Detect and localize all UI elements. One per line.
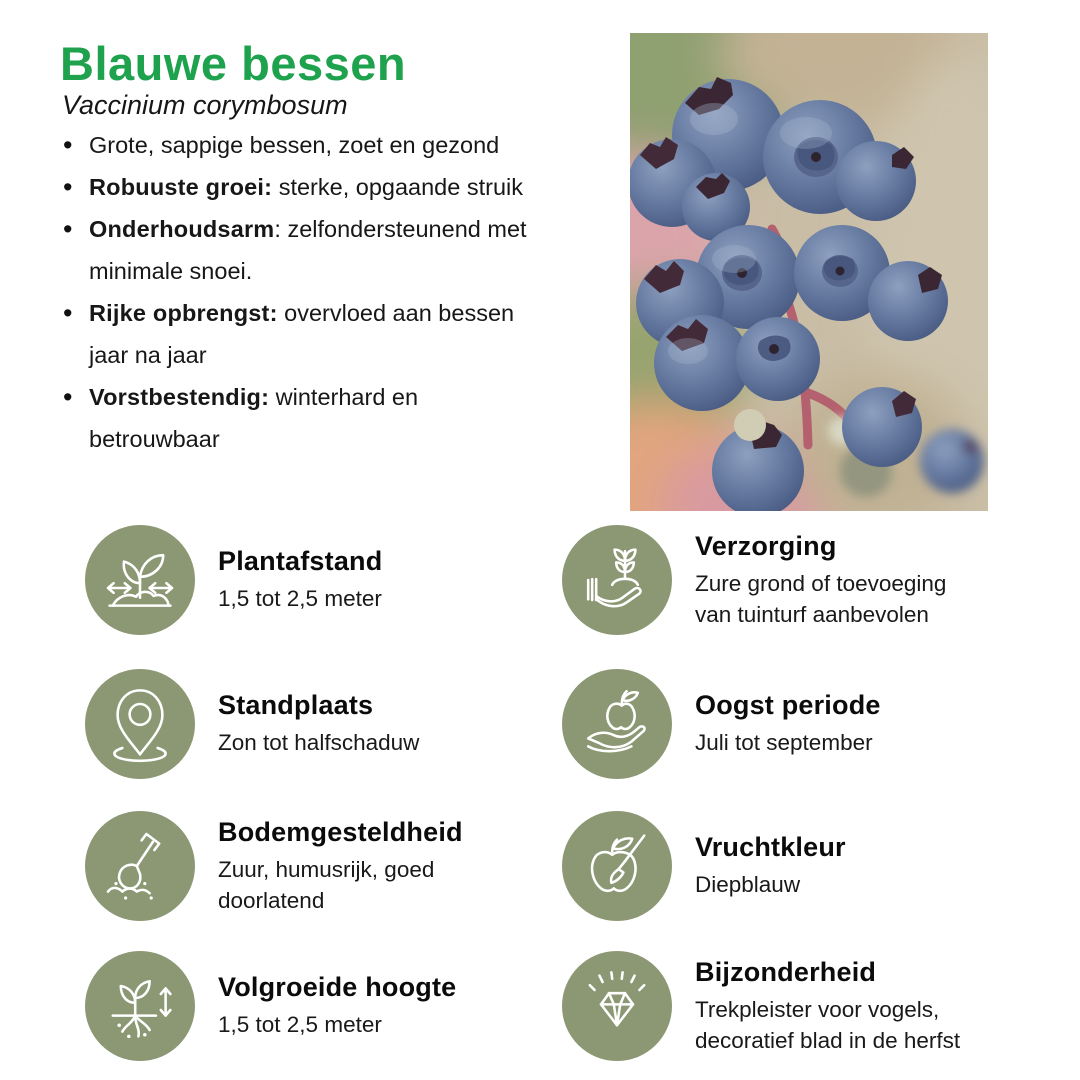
feature-title: Bodemgesteldheid	[218, 816, 463, 847]
icon-circle	[562, 951, 672, 1061]
feature-desc: Juli tot september	[695, 730, 873, 755]
blueberries-photo	[630, 33, 988, 511]
apple-paintbrush-icon	[577, 826, 657, 906]
benefits-list	[62, 124, 530, 460]
list-item: • Robuuste groei: sterke, opgaande struik	[62, 166, 530, 208]
shovel-icon	[100, 826, 180, 906]
feature-desc: 1,5 tot 2,5 meter	[218, 1012, 382, 1037]
icon-circle	[85, 951, 195, 1061]
icon-circle	[85, 525, 195, 635]
feature-desc: Trekpleister voor vogels, decoratief blad in de herfst	[695, 996, 961, 1053]
feature-bodemgesteldheid	[85, 811, 480, 921]
feature-volgroeide-hoogte	[85, 951, 480, 1061]
list-item: • Grote, sappige bessen, zoet en gezond	[62, 124, 530, 166]
hand-apple-icon	[577, 684, 657, 764]
page-title: Blauwe bessen	[60, 37, 407, 90]
feature-title: Vruchtkleur	[695, 832, 846, 862]
plant-spacing-icon	[100, 540, 180, 620]
location-pin-icon	[100, 684, 180, 764]
feature-bijzonderheid	[562, 951, 987, 1061]
list-item: • Rijke opbrengst: overvloed aan bessen jaar na jaar	[62, 292, 530, 376]
icon-circle	[85, 669, 195, 779]
feature-desc: Zuur, humusrijk, goed doorlatend	[218, 856, 435, 913]
feature-verzorging	[562, 525, 987, 635]
feature-title: Verzorging	[695, 530, 837, 561]
feature-standplaats	[85, 669, 480, 779]
feature-title: Oogst periode	[695, 690, 881, 720]
feature-desc: Zure grond of toevoeging van tuinturf aanbevolen	[695, 570, 947, 627]
icon-circle	[562, 811, 672, 921]
icon-circle	[562, 669, 672, 779]
feature-desc: Diepblauw	[695, 872, 801, 897]
feature-oogst-periode	[562, 669, 987, 779]
feature-title: Plantafstand	[218, 546, 383, 576]
feature-title: Standplaats	[218, 690, 374, 720]
icon-circle	[85, 811, 195, 921]
feature-title: Bijzonderheid	[695, 956, 877, 987]
diamond-sparkle-icon	[577, 966, 657, 1046]
list-item: • Onderhoudsarm: zelfondersteunend met minimale snoei.	[62, 208, 530, 292]
sprout-height-icon	[100, 966, 180, 1046]
list-item: • Vorstbestendig: winterhard en betrouwbaar	[62, 376, 530, 460]
icon-circle	[562, 525, 672, 635]
feature-title: Volgroeide hoogte	[218, 972, 457, 1002]
feature-desc: 1,5 tot 2,5 meter	[218, 586, 382, 611]
hand-plant-icon	[577, 540, 657, 620]
feature-plantafstand	[85, 525, 480, 635]
feature-desc: Zon tot halfschaduw	[218, 730, 420, 755]
feature-vruchtkleur	[562, 811, 987, 921]
latin-name: Vaccinium corymbosum	[62, 90, 348, 120]
